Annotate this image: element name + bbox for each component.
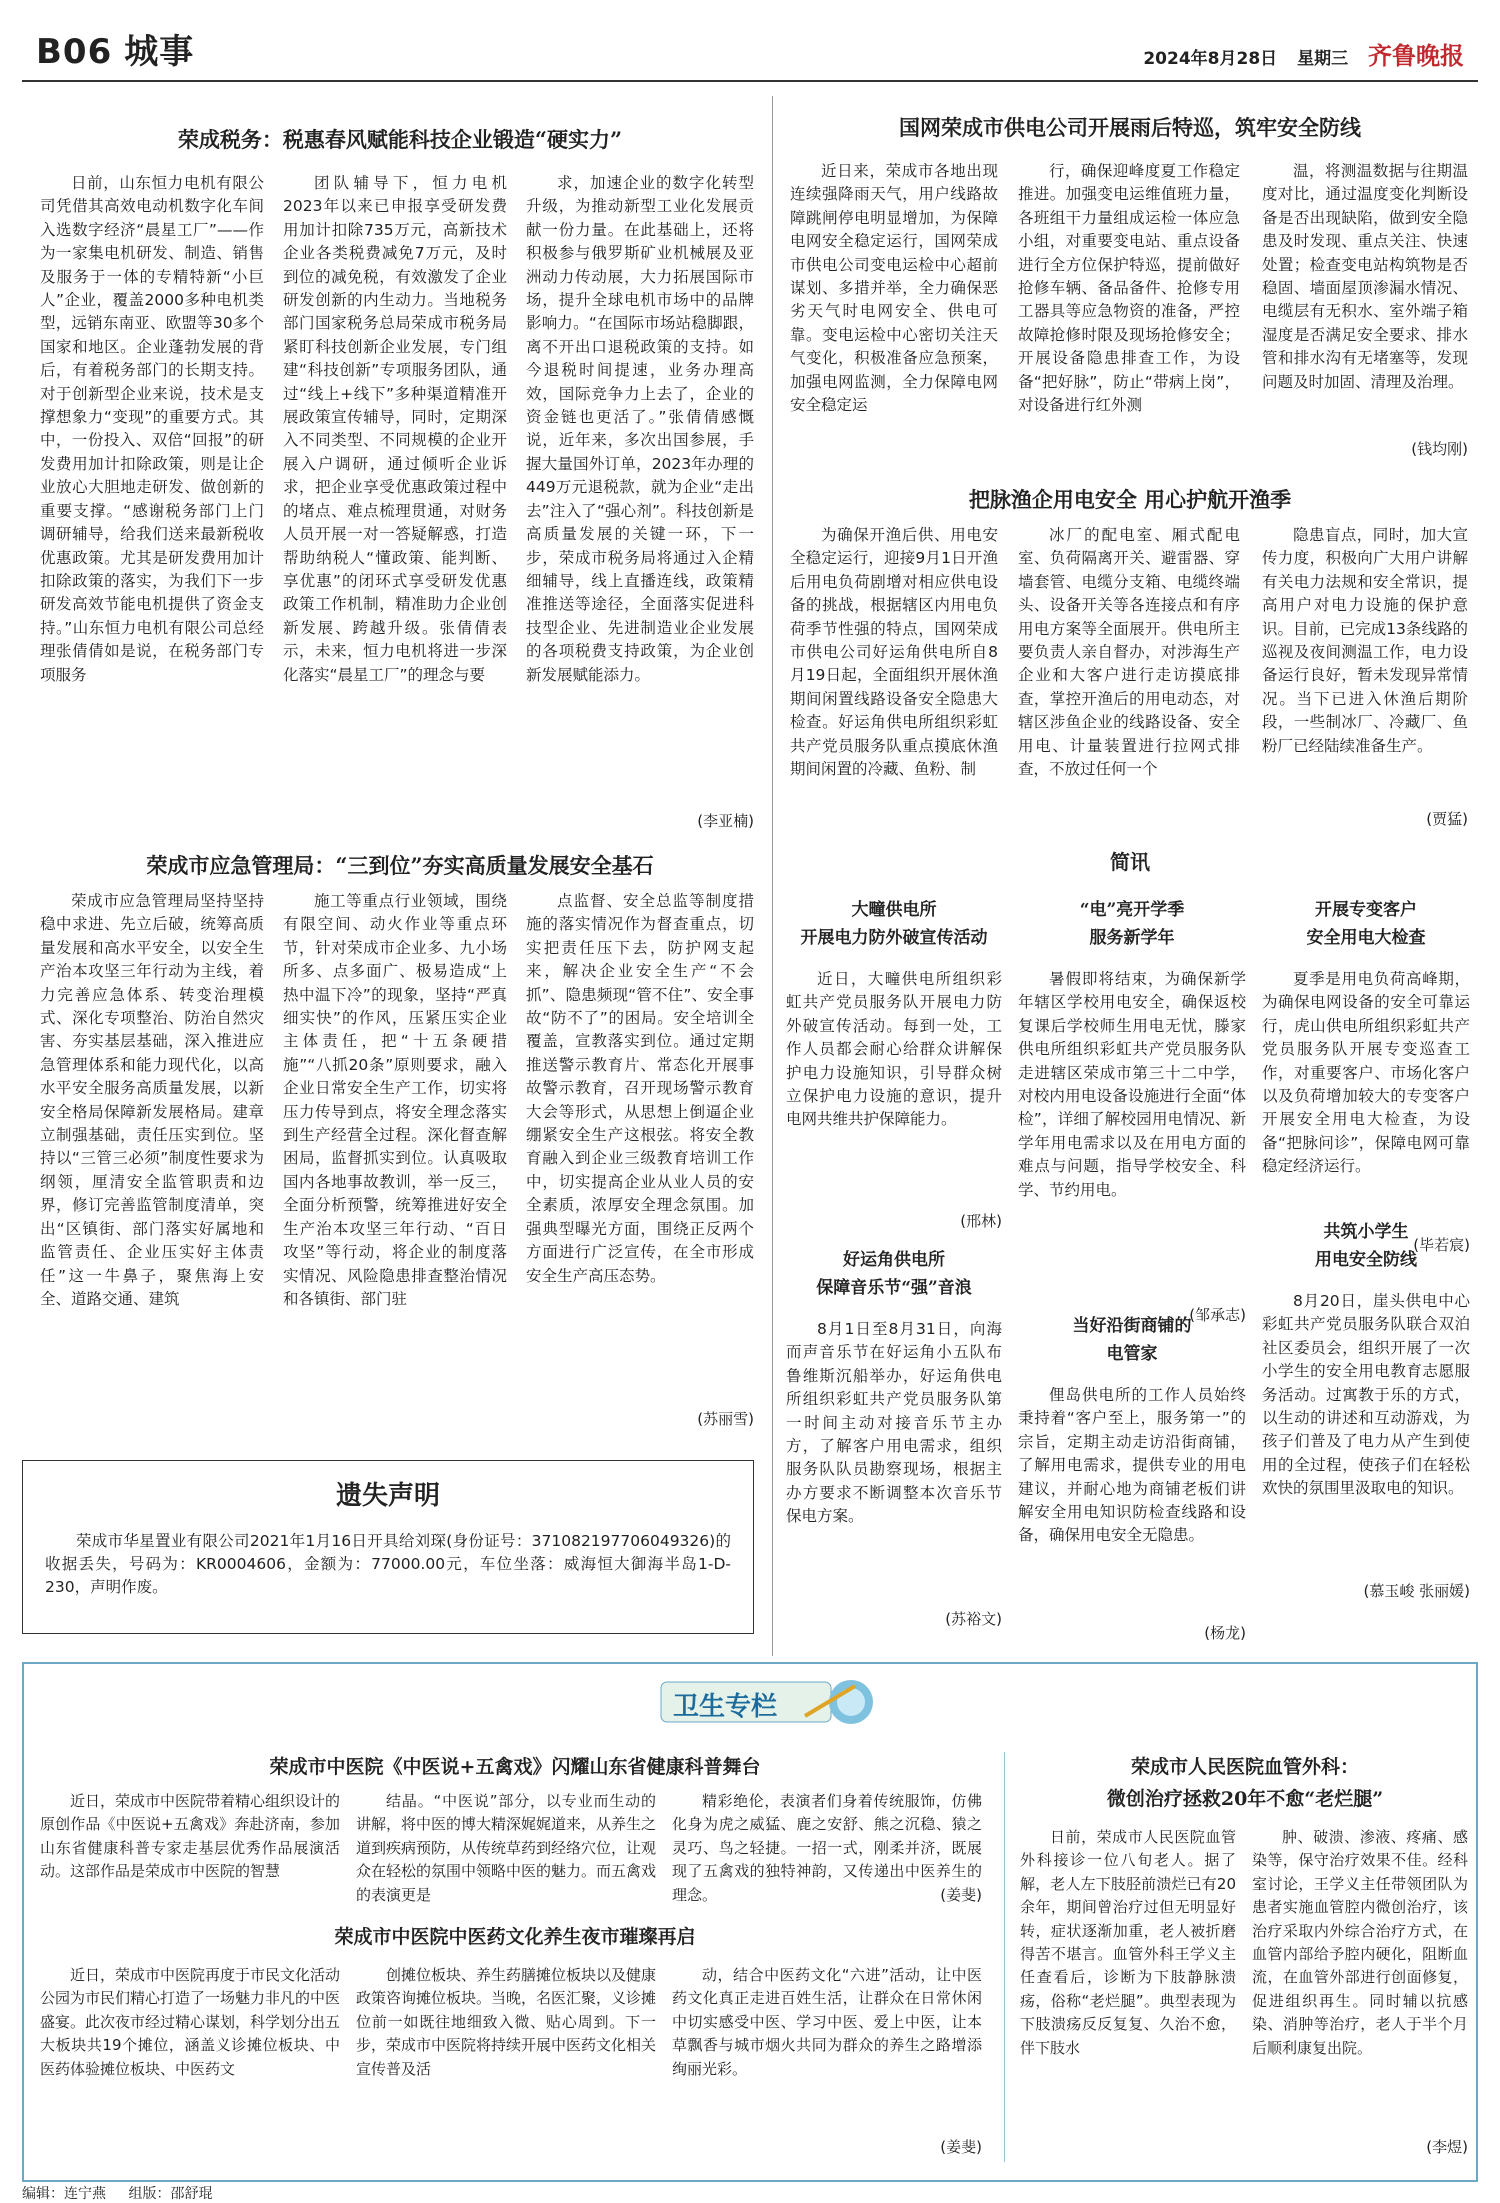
tcm1-byline: (姜斐) (880, 1884, 982, 1905)
lost-notice-box (22, 1460, 754, 1634)
column-divider (772, 96, 773, 1656)
brief-item (786, 1246, 1002, 1629)
brief-org: 大疃供电所 (851, 900, 937, 920)
brief-item (1018, 1312, 1246, 1643)
brief-body: 8月20日，崖头供电中心彩虹共产党员服务队联合双泊社区委员会，组织开展了一次小学生的安全用电教育志愿服务活动。过寓教于乐的方式，以生动的讲述和互动游戏，为孩子们普及了电力从产生到使用的全过程，使孩子们在轻松欢快的氛围里汲取电的知识。 (1262, 1292, 1470, 1498)
section-name: 城事 (124, 32, 195, 72)
grid-article-col2: 行，确保迎峰度夏工作稳定推进。加强变电运维值班力量，各班组干力量组成运检一体应急小组，对重要变电站、重点设备进行全方位保护特巡，提前做好抢修车辆、备品备件、抢修专用工器具等应急物资的准备，严控故障抢修时限及现场抢修安全；开展设备隐患排查工作，为设备“把好脉”，防止“带病上岗”，对设备进行红外测 (1018, 162, 1240, 415)
health-banner (655, 1672, 895, 1732)
brief-body: 近日，大疃供电所组织彩虹共产党员服务队开展电力防外破宣传活动。每到一处，工作人员都会耐心给群众讲解保护电力设施知识，引导群众树立保护电力设施的意识，提升电网共维共护保障能力。 (786, 970, 1002, 1129)
emergency-article-byline: (苏丽雪) (697, 1410, 754, 1428)
grid-article-title: 国网荣成市供电公司开展雨后特巡，筑牢安全防线 (899, 115, 1361, 140)
tcm2-col3: 动，结合中医药文化“六进”活动，让中医药文化真正走进百姓生活，让群众在日常休闲中切实感受中医、学习中医、爱上中医，让本草飘香与城市烟火共同为群众的养生之路增添绚丽光彩。 (672, 1966, 982, 2078)
tax-article-col1: 日前，山东恒力电机有限公司凭借其高效电动机数字化车间入选数字经济“晨星工厂”——作为一家集电机研发、制造、销售及服务于一体的专精特新“小巨人”企业，覆盖2000多种电机类型，远销东南亚、欧盟等30多个国家和地区。企业蓬勃发展的背后，有着税务部门的长期支持。对于创新型企业来说，技术是支撑想象力“变现”的重要方式。其中，一份投入、双倍“回报”的研发费用加计扣除政策，则是让企业放心大胆地走研发、做创新的重要支撑。“感谢税务部门上门调研辅导，给我们送来最新税收优惠政策。尤其是研发费用加计扣除政策的落实，为我们下一步研发高效节能电机提供了资金支持。”山东恒力电机有限公司总经理张倩倩如是说，在税务部门专项服务 (40, 174, 264, 684)
brief-body: 俚岛供电所的工作人员始终秉持着“客户至上，服务第一”的宗旨，定期主动走访沿街商铺，了解用电需求，提供专业的用电建议，并耐心地为商铺老板们讲解安全用电知识防检查线路和设备，确保用电安全无隐患。 (1018, 1386, 1246, 1545)
vascular-col1: 日前，荣成市人民医院血管外科接诊一位八旬老人。据了解，老人左下肢胫前溃烂已有20余年，期间曾治疗过但无明显好转，症状逐渐加重，老人被折磨得苦不堪言。血管外科王学义主任查看后，诊断为下肢静脉溃疡，俗称“老烂腿”。典型表现为下肢溃疡反反复复、久治不愈，伴下肢水 (1020, 1828, 1236, 2057)
tcm2-byline: (姜斐) (940, 2138, 982, 2156)
grid-article-col3: 温，将测温数据与往期温度对比，通过温度变化判断设备是否出现缺陷，做到安全隐患及时发现、重点关注、快速处置；检查变电站构筑物是否稳固、墙面屋顶渗漏水情况、电缆层有无积水、室外端子箱湿度是否满足安全要求、排水管和排水沟有无堵塞等，发现问题及时加固、清理及治理。 (1262, 162, 1468, 391)
tcm2-title: 荣成市中医院中医药文化养生夜市璀璨再启 (334, 1926, 696, 1948)
brief-byline: (慕玉峻 张丽媛) (1363, 1582, 1470, 1600)
tax-article-col2: 团队辅导下，恒力电机2023年以来已申报享受研发费用加计扣除735万元，高新技术企业各类税费减免7万元，及时到位的减免税，有效激发了企业研发创新的内生动力。当地税务部门国家税务总局荣成市税务局紧盯科技创新企业发展，专门组建“科技创新”专项服务团队，通过“线上+线下”多种渠道精准开展政策宣传辅导，同时，定期深入不同类型、不同规模的企业开展入户调研，通过倾听企业诉求，把企业享受优惠政策过程中的堵点、难点梳理贯通，对财务人员开展一对一答疑解惑，打造帮助纳税人“懂政策、能判断、享优惠”的闭环式享受研发优惠政策工作机制，精准助力企业创新发展、跨越升级。张倩倩表示，未来，恒力电机将进一步深化落实“晨星工厂”的理念与要 (283, 174, 507, 684)
tax-article-col3: 求，加速企业的数字化转型升级，为推动新型工业化发展贡献一份力量。在此基础上，还将积极参与俄罗斯矿业机械展及亚洲动力传动展，大力拓展国际市场，提升全球电机市场中的品牌影响力。“在国际市场站稳脚跟，离不开出口退税政策的支持。如今退税时间提速，业务办理高效，国际竞争力上去了，企业的资金链也更活了。”张倩倩感慨说，近年来，多次出国参展，手握大量国外订单，2023年办理的449万元退税款，就为企业“走出去”注入了“强心剂”。科技创新是高质量发展的关键一环，下一步，荣成市税务局将通过入企精细辅导，线上直播连线，政策精准推送等途径，全面落实促进科技型企业、先进制造业企业发展的各项税费支持政策，为企业创新发展赋能添力。 (526, 174, 754, 684)
masthead-logo: 齐鲁晚报 (1368, 41, 1464, 70)
grid-article-col1: 近日来，荣成市各地出现连续强降雨天气，用户线路故障跳闸停电明显增加，为保障电网安全稳定运行，国网荣成市供电公司变电运检中心超前谋划、多措并举，全力确保恶劣天气时电网安全、供电可靠。变电运检中心密切关注天气变化，积极准备应急预案，加强电网监测，全力保障电网安全稳定运 (790, 162, 998, 415)
brief-org: 开展专变客户 (1315, 900, 1417, 920)
brief-subtitle: 安全用电大检查 (1306, 928, 1426, 948)
brief-org: 好运角供电所 (843, 1250, 945, 1270)
emergency-article-col2: 施工等重点行业领域，围绕有限空间、动火作业等重点环节，针对荣成市企业多、九小场所多、点多面广、极易造成“上热中温下冷”的现象，坚持“严真细实快”的作风，压紧压实企业主体责任，把“十五条硬措施”“八抓20条”原则要求，融入企业日常安全生产工作，切实将压力传导到点，将安全理念落实到生产经营全过程。深化督查解困局，监督抓实到位。认真吸取国内各地事故教训，举一反三，全面分析预警，统筹推进好安全生产治本攻坚三年行动、“百日攻坚”等行动，将企业的制度落实情况、风险隐患排查整治情况和各镇街、部门驻 (283, 892, 507, 1308)
vascular-byline: (李煜) (1426, 2138, 1468, 2156)
tax-article-byline: (李亚楠) (697, 812, 754, 830)
emergency-article-title: 荣成市应急管理局：“三到位”夯实高质量发展安全基石 (146, 853, 654, 878)
lost-notice-title: 遗失声明 (335, 1481, 440, 1511)
emergency-article-col3: 点监督、安全总监等制度措施的落实情况作为督查重点，切实把责任压下去，防护网支起来，解决企业安全生产“不会抓”、隐患频现“管不住”、安全事故“防不了”的困局。安全培训全覆盖，宣教落实到位。通过定期推送警示教育片、常态化开展事故警示教育，召开现场警示教育大会等形式，从思想上倒逼企业绷紧安全生产这根弦。将安全教育融入到企业三级教育培训工作中，切实提高企业从业人员的安全素质，浓厚安全理念氛围。加强典型曝光方面，围绕正反两个方面进行广泛宣传，在全市形成安全生产高压态势。 (526, 892, 754, 1285)
brief-subtitle: 服务新学年 (1089, 928, 1175, 948)
tcm2-col2: 创摊位板块、养生药膳摊位板块以及健康政策咨询摊位板块。当晚，名医汇聚，义诊摊位前一如既往地细致入微、贴心周到。下一步，荣成市中医院将持续开展中医药文化相关宣传普及活 (356, 1966, 656, 2078)
health-divider (1004, 1752, 1005, 2162)
vascular-col2: 肿、破溃、渗液、疼痛、感染等，保守治疗效果不佳。经科室讨论，王学义主任带领团队为患者实施血管腔内微创治疗，该治疗采取内外综合治疗方式，在血管内部给予腔内硬化，阻断血流，在血管外部进行创面修复，促进组织再生。同时辅以抗感染、消肿等治疗，老人于半个月后顺利康复出院。 (1252, 1828, 1468, 2057)
tcm2-col1: 近日，荣成市中医院再度于市民文化活动公园为市民们精心打造了一场魅力非凡的中医盛宴。此次夜市经过精心谋划，科学划分出五大板块共19个摊位，涵盖义诊摊位板块、中医药体验摊位板块、中医药文 (40, 1966, 340, 2078)
tcm1-col3: 精彩绝伦，表演者们身着传统服饰，仿佛化身为虎之威猛、鹿之安舒、熊之沉稳、猿之灵巧、鸟之轻捷。一招一式，刚柔并济，既展现了五禽戏的独特神韵，又传递出中医养生的理念。 (672, 1792, 982, 1904)
header-rule (22, 80, 1478, 82)
brief-subtitle: 用电安全防线 (1315, 1250, 1417, 1270)
page-footer (22, 2183, 230, 2203)
footer-layout: 组版：邵舒琨 (128, 2186, 213, 2202)
page-title (36, 24, 194, 73)
issue-info (1129, 36, 1464, 71)
brief-item (1262, 1218, 1470, 1601)
briefs-heading: 简讯 (1110, 850, 1150, 874)
vascular-subtitle: 微创治疗拯救20年不愈“老烂腿” (1106, 1788, 1384, 1810)
brief-org: 共筑小学生 (1323, 1222, 1409, 1242)
issue-date: 2024年8月28日 (1143, 49, 1278, 69)
brief-body: 8月1日至8月31日，向海而声音乐节在好运角小五队布鲁维斯沉船举办，好运角供电所组织彩虹共产党员服务队第一时间主动对接音乐节主办方，了解客户用电需求，组织服务队队员勘察现场，根据主办方要求不断调整本次音乐节保电方案。 (786, 1320, 1002, 1526)
vascular-title: 荣成市人民医院血管外科： (1130, 1756, 1359, 1778)
brief-subtitle: 保障音乐节“强”音浪 (816, 1278, 972, 1298)
issue-weekday: 星期三 (1297, 49, 1349, 69)
page-code: B06 (36, 32, 113, 72)
fishing-article-col3: 隐患盲点，同时，加大宣传力度，积极向广大用户讲解有关电力法规和安全常识，提高用户对电力设施的保护意识。目前，已完成13条线路的巡视及夜间测温工作，电力设备运行良好，暂未发现异常情况。当下已进入休渔后期阶段，一些制冰厂、冷藏厂、鱼粉厂已经陆续准备生产。 (1262, 526, 1468, 755)
fishing-article-col2: 冰厂的配电室、厢式配电室、负荷隔离开关、避雷器、穿墙套管、电缆分支箱、电缆终端头、设备开关等各连接点和有序用电方案等全面展开。供电所主要负责人亲自督办，对涉海生产企业和大客户进行走访摸底排查，掌控开渔后的用电动态，对辖区涉鱼企业的线路设备、安全用电、计量装置进行拉网式排查，不放过任何一个 (1018, 526, 1240, 779)
fishing-article-col1: 为确保开渔后供、用电安全稳定运行，迎接9月1日开渔后用电负荷剧增对相应供电设备的挑战，根据辖区内用电负荷季节性强的特点，国网荣成市供电公司好运角供电所自8月19日起，全面组织开展休渔期间闲置线路设备安全隐患大检查。好运角供电所组织彩虹共产党员服务队重点摸底休渔期间闲置的冷藏、鱼粉、制 (790, 526, 998, 779)
fishing-article-byline: (贾猛) (1426, 810, 1468, 828)
brief-item (786, 896, 1002, 1231)
tax-article-title: 荣成税务：税惠春风赋能科技企业锻造“硬实力” (177, 127, 623, 152)
brief-item (1262, 896, 1470, 1255)
footer-editor: 编辑：连宁燕 (22, 2186, 106, 2202)
brief-byline: (邢林) (960, 1212, 1002, 1230)
tcm1-col1: 近日，荣成市中医院带着精心组织设计的原创作品《中医说+五禽戏》奔赴济南，参加山东省健康科普专家走基层优秀作品展演活动。这部作品是荣成市中医院的智慧 (40, 1792, 340, 1881)
lost-notice-body: 荣成市华星置业有限公司2021年1月16日开具给刘琛(身份证号：371082197706049326)的收据丢失，号码为：KR0004606，金额为：77000.00元，车位坐落：威海恒大御海半岛1-D-230，声明作废。 (45, 1532, 731, 1596)
fishing-article-title: 把脉渔企用电安全 用心护航开渔季 (968, 487, 1292, 512)
brief-body: 暑假即将结束，为确保新学年辖区学校用电安全，确保返校复课后学校师生用电无忧，滕家供电所组织彩虹共产党员服务队走进辖区荣成市第三十二中学，对校内用电设备设施进行全面“体检”，详细了解校园用电情况、新学年用电需求以及在用电方面的难点与问题，指导学校安全、科学、节约用电。 (1018, 970, 1246, 1199)
tcm1-col2: 结晶。“中医说”部分，以专业而生动的讲解，将中医的博大精深娓娓道来，从养生之道到疾病预防，从传统草药到经络穴位，让观众在轻松的氛围中领略中医的魅力。而五禽戏的表演更是 (356, 1792, 656, 1904)
brief-body: 夏季是用电负荷高峰期，为确保电网设备的安全可靠运行，虎山供电所组织彩虹共产党员服务队开展专变巡查工作，对重要客户、市场化客户以及负荷增加较大的专变客户开展安全用电大检查，为设备“把脉问诊”，保障电网可靠稳定经济运行。 (1262, 970, 1470, 1176)
brief-byline: (苏裕文) (945, 1610, 1002, 1628)
brief-subtitle: 电管家 (1106, 1344, 1158, 1364)
brief-byline: (邹承志) (1189, 1306, 1246, 1324)
health-banner-title: 卫生专栏 (673, 1692, 778, 1722)
brief-org: “电”亮开学季 (1079, 900, 1185, 920)
brief-byline: (毕若宸) (1413, 1236, 1470, 1254)
tcm1-title: 荣成市中医院《中医说+五禽戏》闪耀山东省健康科普舞台 (269, 1756, 761, 1778)
brief-subtitle: 开展电力防外破宣传活动 (800, 928, 988, 948)
grid-article-byline: (钱均刚) (1411, 440, 1468, 458)
brief-org: 当好沿街商铺的 (1072, 1316, 1192, 1336)
brief-item (1018, 896, 1246, 1325)
brief-byline: (杨龙) (1204, 1624, 1246, 1642)
emergency-article-col1: 荣成市应急管理局坚持坚持稳中求进、先立后破，统筹高质量发展和高水平安全，以安全生产治本攻坚三年行动为主线，着力完善应急体系、转变治理模式、深化专项整治、防治自然灾害、夯实基层基础，深入推进应急管理体系和能力现代化，以高水平安全服务高质量发展，以新安全格局保障新发展格局。建章立制强基础，责任压实到位。坚持以“三管三必须”制度性要求为纲领，厘清安全监管职责和边界，修订完善监管制度清单，突出“区镇街、部门落实好属地和监管责任、企业压实好主体责任”这一牛鼻子，聚焦海上安全、道路交通、建筑 (40, 892, 264, 1308)
